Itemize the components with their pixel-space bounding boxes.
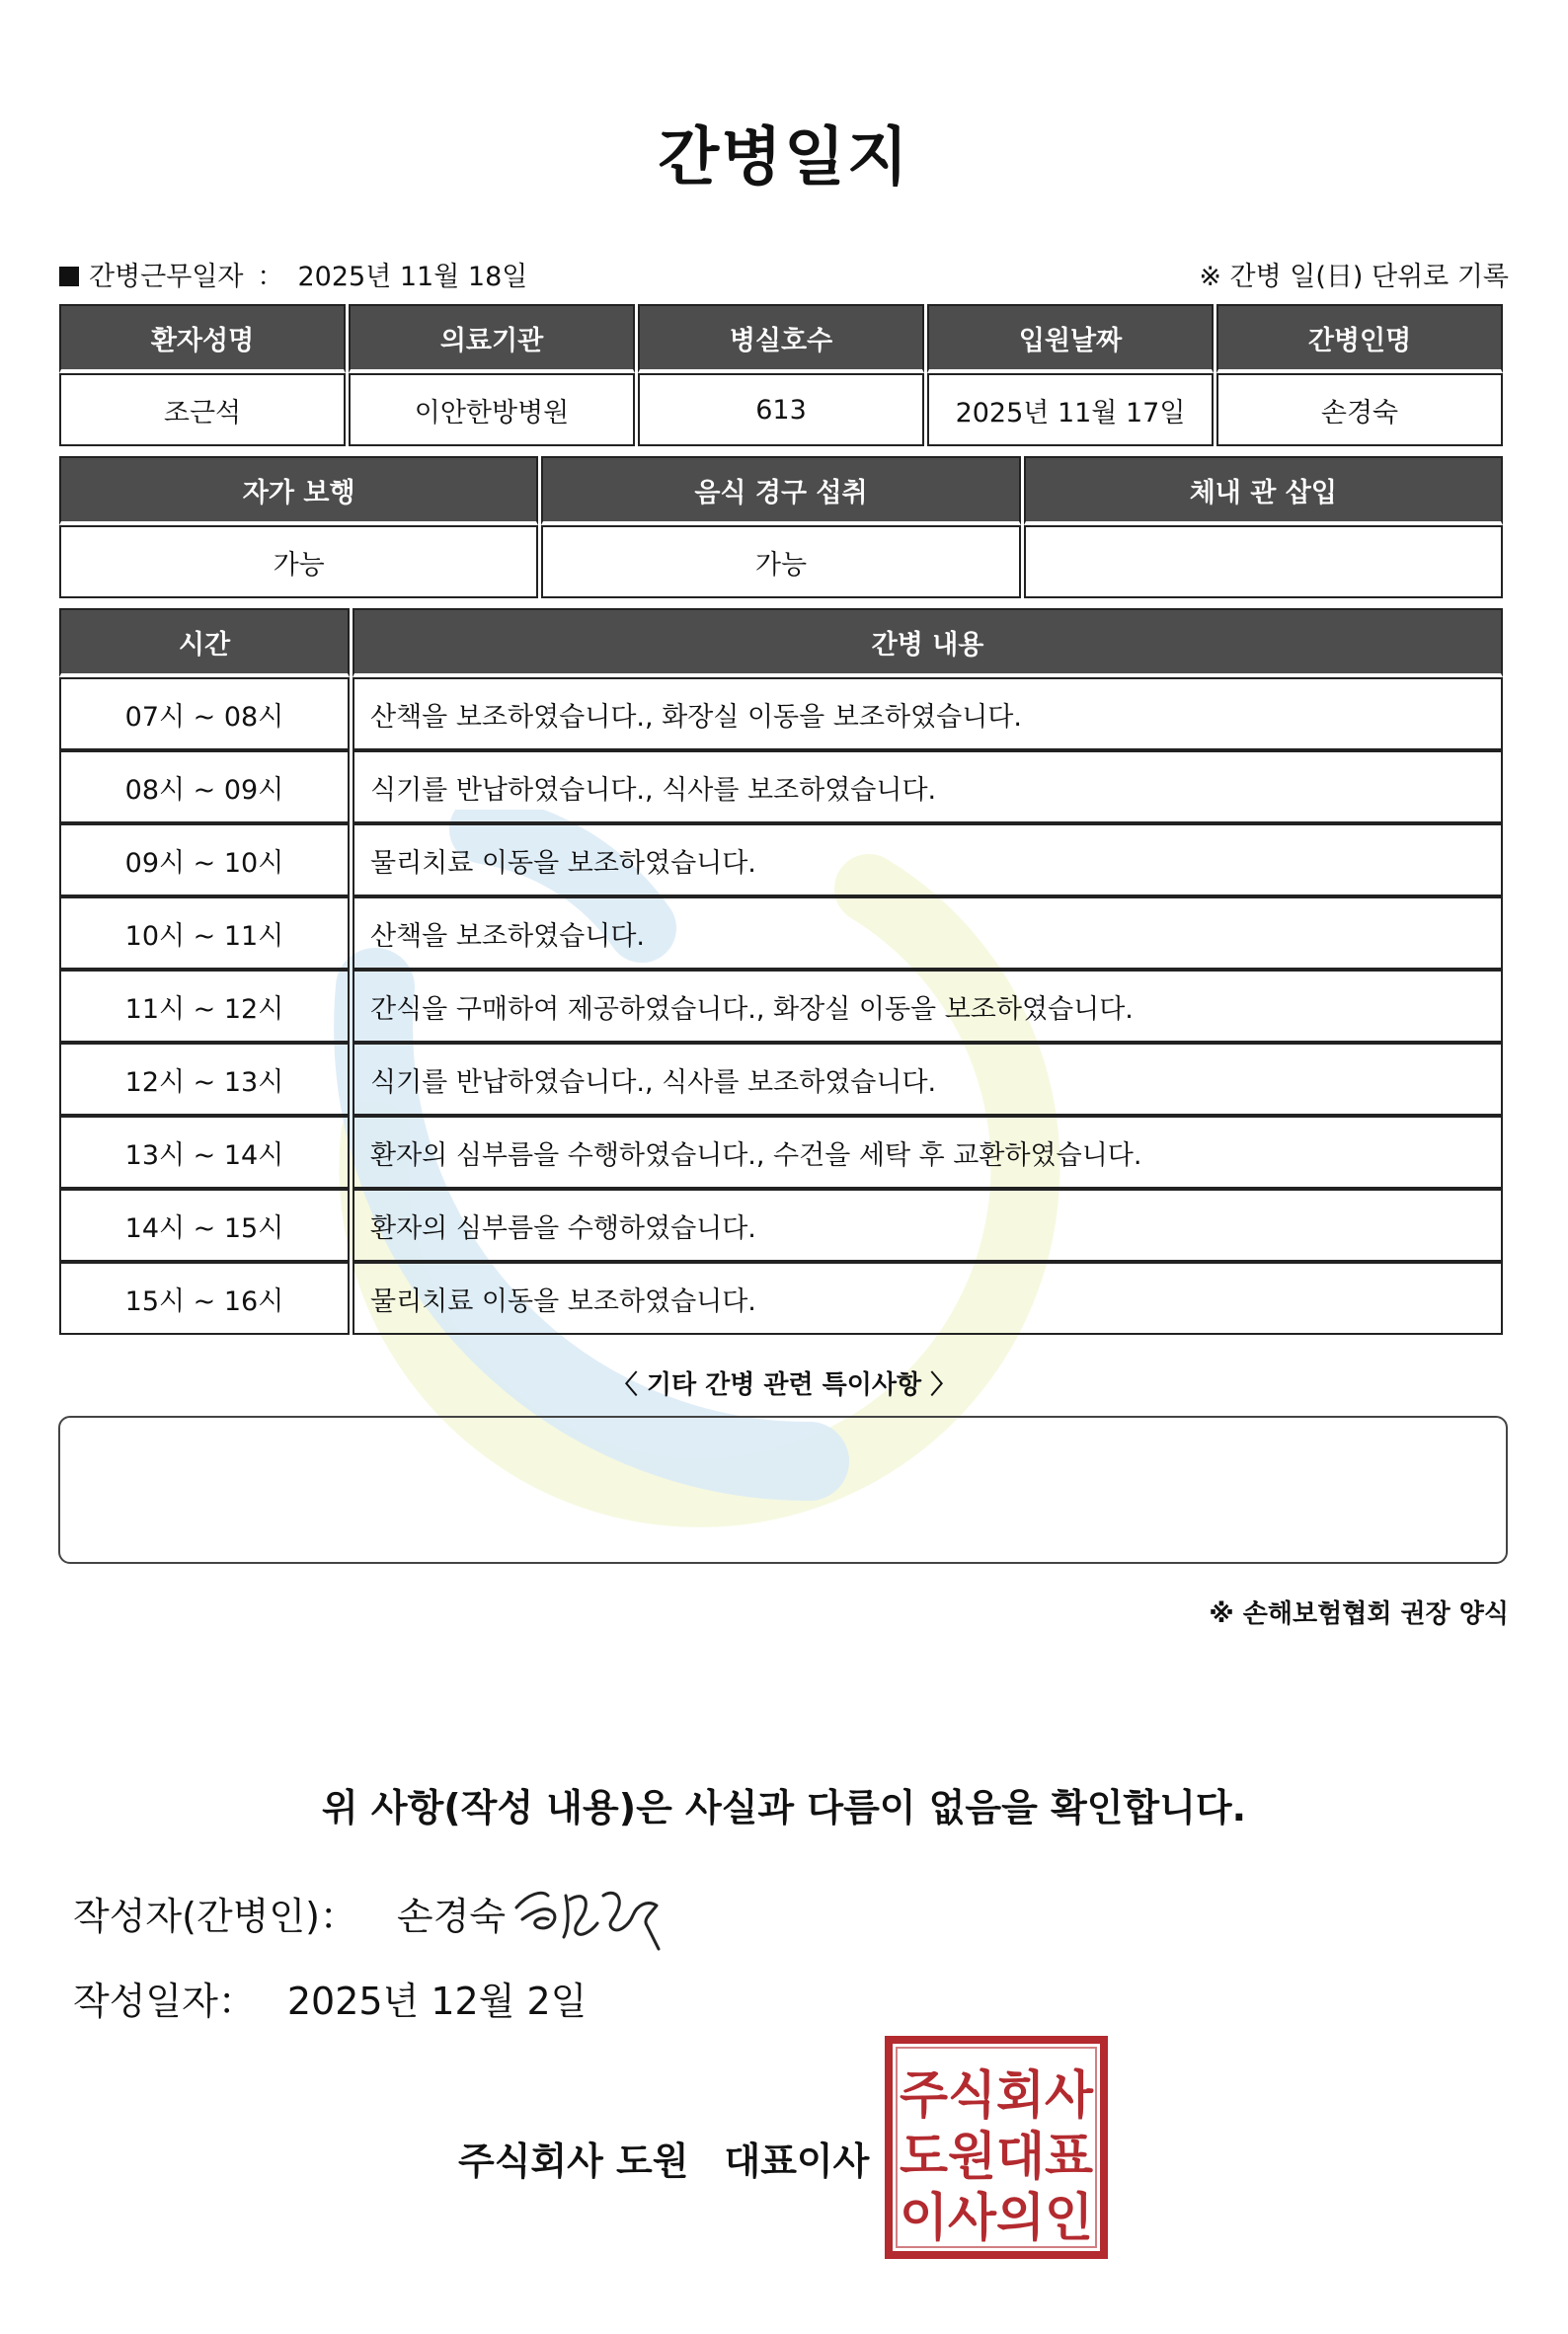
medical-institution: 이안한방병원 bbox=[349, 373, 635, 446]
time-cell: 14시 ~ 15시 bbox=[59, 1189, 350, 1262]
company-seal-stamp bbox=[885, 2036, 1108, 2259]
work-date-colon: ： bbox=[257, 262, 284, 292]
table-row bbox=[59, 1043, 1503, 1116]
remarks-box bbox=[58, 1416, 1508, 1564]
room-number: 613 bbox=[638, 373, 924, 446]
table-row bbox=[59, 896, 1503, 970]
header-care-content: 간병 내용 bbox=[353, 608, 1503, 677]
oral-intake-value: 가능 bbox=[541, 525, 1020, 598]
time-cell: 15시 ~ 16시 bbox=[59, 1262, 350, 1335]
care-status-table bbox=[56, 456, 1506, 598]
time-cell: 10시 ~ 11시 bbox=[59, 896, 350, 970]
work-date-label: 간병근무일자 bbox=[89, 262, 244, 292]
square-bullet-icon bbox=[59, 267, 79, 286]
writer-label: 작성자(간병인)： bbox=[73, 1895, 357, 1938]
content-cell: 간식을 구매하여 제공하였습니다., 화장실 이동을 보조하였습니다. bbox=[353, 970, 1503, 1043]
header-medical-institution: 의료기관 bbox=[349, 304, 635, 373]
header-caregiver-name: 간병인명 bbox=[1216, 304, 1503, 373]
time-cell: 11시 ~ 12시 bbox=[59, 970, 350, 1043]
form-source-note: ※ 손해보험협회 권장 양식 bbox=[1209, 1599, 1509, 1629]
record-unit-note: ※ 간병 일(日) 단위로 기록 bbox=[1199, 262, 1509, 292]
care-log-table bbox=[56, 608, 1506, 1335]
representative-title: 대표이사 bbox=[724, 2140, 870, 2183]
content-cell: 식기를 반납하였습니다., 식사를 보조하였습니다. bbox=[353, 1043, 1503, 1116]
write-date-value: 2025년 12월 2일 bbox=[286, 1980, 588, 2023]
confirmation-statement: 위 사항(작성 내용)은 사실과 다름이 없음을 확인합니다. bbox=[321, 1786, 1247, 1829]
header-patient-name: 환자성명 bbox=[59, 304, 346, 373]
svg-text:도원대표: 도원대표 bbox=[900, 2128, 1093, 2187]
header-oral-intake: 음식 경구 섭취 bbox=[541, 456, 1020, 525]
table-row bbox=[59, 1116, 1503, 1189]
header-self-walking: 자가 보행 bbox=[59, 456, 538, 525]
header-tube-insertion: 체내 관 삽입 bbox=[1024, 456, 1503, 525]
time-cell: 08시 ~ 09시 bbox=[59, 750, 350, 823]
table-row bbox=[59, 677, 1503, 750]
caregiver-name: 손경숙 bbox=[1216, 373, 1503, 446]
time-cell: 13시 ~ 14시 bbox=[59, 1116, 350, 1189]
time-cell: 07시 ~ 08시 bbox=[59, 677, 350, 750]
content-cell: 물리치료 이동을 보조하였습니다. bbox=[353, 1262, 1503, 1335]
work-date bbox=[59, 255, 527, 293]
patient-info-table bbox=[56, 304, 1506, 446]
company-name: 주식회사 도원 bbox=[458, 2140, 689, 2183]
admission-date: 2025년 11월 17일 bbox=[927, 373, 1214, 446]
content-cell: 산책을 보조하였습니다., 화장실 이동을 보조하였습니다. bbox=[353, 677, 1503, 750]
header-admission-date: 입원날짜 bbox=[927, 304, 1214, 373]
page-title: 간병일지 bbox=[658, 121, 910, 194]
content-cell: 식기를 반납하였습니다., 식사를 보조하였습니다. bbox=[353, 750, 1503, 823]
content-cell: 산책을 보조하였습니다. bbox=[353, 896, 1503, 970]
write-date-line bbox=[73, 1971, 587, 2025]
patient-name: 조근석 bbox=[59, 373, 346, 446]
header-time: 시간 bbox=[59, 608, 350, 677]
writer-line bbox=[73, 1886, 506, 1940]
time-cell: 12시 ~ 13시 bbox=[59, 1043, 350, 1116]
company-signature-line bbox=[458, 2131, 869, 2185]
tube-insertion-value bbox=[1024, 525, 1503, 598]
svg-text:주식회사: 주식회사 bbox=[900, 2066, 1094, 2126]
content-cell: 환자의 심부름을 수행하였습니다. bbox=[353, 1189, 1503, 1262]
work-date-value: 2025년 11월 18일 bbox=[297, 262, 528, 292]
svg-text:이사의인: 이사의인 bbox=[900, 2189, 1093, 2248]
content-cell: 물리치료 이동을 보조하였습니다. bbox=[353, 823, 1503, 896]
table-row bbox=[59, 823, 1503, 896]
table-row bbox=[59, 1262, 1503, 1335]
write-date-label: 작성일자： bbox=[73, 1980, 256, 2023]
writer-name: 손경숙 bbox=[396, 1895, 507, 1938]
self-walking-value: 가능 bbox=[59, 525, 538, 598]
signature-image bbox=[509, 1866, 676, 1955]
table-row bbox=[59, 750, 1503, 823]
time-cell: 09시 ~ 10시 bbox=[59, 823, 350, 896]
table-row bbox=[59, 1189, 1503, 1262]
remarks-title: 〈 기타 간병 관련 특이사항 〉 bbox=[611, 1370, 957, 1400]
content-cell: 환자의 심부름을 수행하였습니다., 수건을 세탁 후 교환하였습니다. bbox=[353, 1116, 1503, 1189]
header-room-number: 병실호수 bbox=[638, 304, 924, 373]
table-row bbox=[59, 970, 1503, 1043]
